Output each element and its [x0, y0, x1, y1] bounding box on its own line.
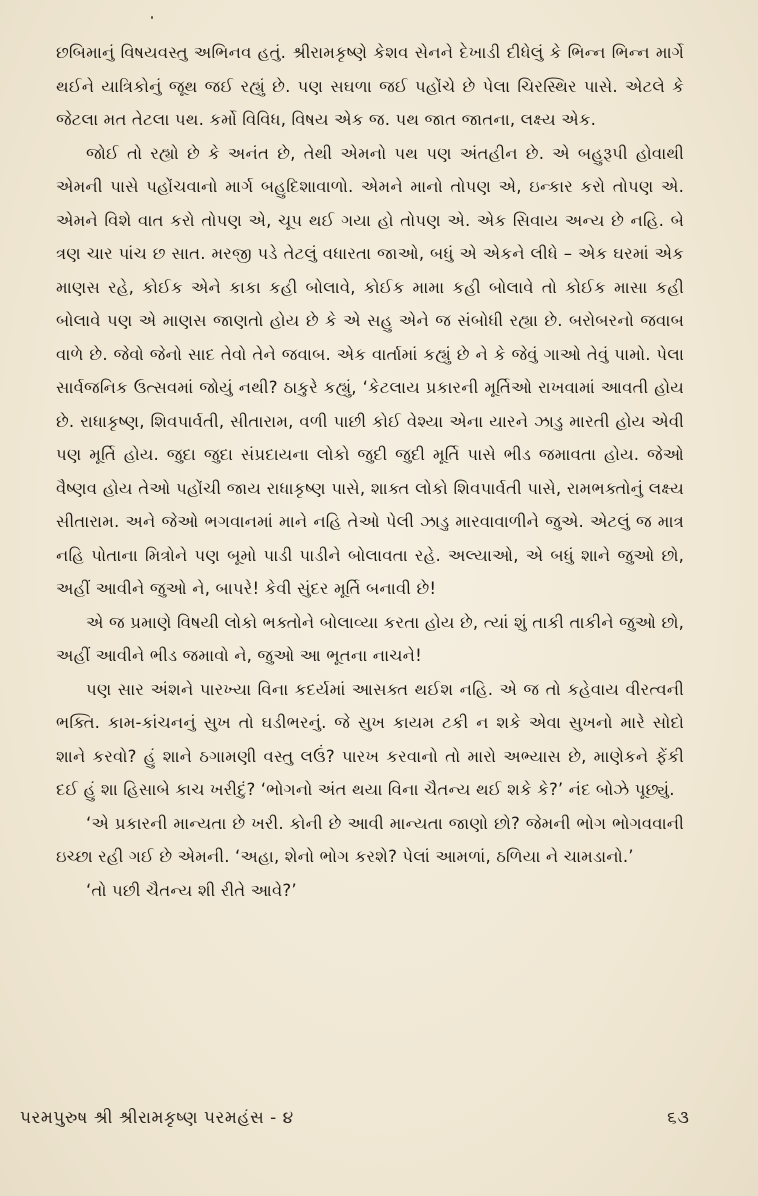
page-footer: [20, 1108, 710, 1128]
paragraph-4: પણ સાર અંશને પારખ્યા વિના કદર્યમાં આસક્ત થઈશ નહિ. એ જ તો કહેવાય વીરત્વની ભક્તિ. કામ-કાંચનનું સુખ તો ઘડીભરનું. જે સુખ કાયમ ટકી ન શકે એવા સુખનો મારે સોદો શાને કરવો? હું શાને ઠગામણી વસ્તુ લઉં? પારખ કરવાનો તો મારો અભ્યાસ છે, માણેકને ફેંકી દઈ હું શા હિસાબે કાચ ખરીદું? ‘ભોગનો અંત થયા વિના ચૈતન્ય થઈ શકે કે?’ નંદ બોઝે પૂછ્યું.: [56, 679, 684, 799]
paragraph-5: ‘એ પ્રકારની માન્યતા છે ખરી. કોની છે આવી માન્યતા જાણો છો? જેમની ભોગ ભોગવવાની ઇચ્છા રહી ગઈ છે એમની. ‘અહા, શેનો ભોગ કરશે? પેલાં આમળાં, ઠળિયા ને ચામડાનો.’: [56, 813, 684, 866]
paragraph-2: જોઈ તો રહ્યો છે કે અનંત છે, તેથી એમનો પથ પણ અંતહીન છે. એ બહુરૂપી હોવાથી એમની પાસે પહોંચવાનો માર્ગ બહુદિશાવાળો. એમને માનો તોપણ એ, ઇન્કાર કરો તોપણ એ. એમને વિશે વાત કરો તોપણ એ, ચૂપ થઈ ગયા હો તોપણ એ. એક સિવાય અન્ય છે નહિ. બે ત્રણ ચાર પાંચ છ સાત. મરજી પડે તેટલું વધારતા જાઓ, બધું એ એકને લીધે – એક ઘરમાં એક માણસ રહે, કોઈક એને કાકા કહી બોલાવે, કોઈક મામા કહી બોલાવે તો કોઈક માસા કહી બોલાવે પણ એ માણસ જાણતો હોય છે કે એ સહુ એને જ સંબોધી રહ્યા છે. બરોબરનો જવાબ વાળે છે. જેવો જેનો સાદ તેવો તેને જવાબ. એક વાર્તામાં કહ્યું છે ને કે જેવું ગાઓ તેવું પામો. પેલા સાર્વજનિક ઉત્સવમાં જોયું નથી? ઠાકુરે કહ્યું, ‘કેટલાય પ્રકારની મૂર્તિઓ રાખવામાં આવતી હોય છે. રાધાકૃષ્ણ, શિવપાર્વતી, સીતારામ, વળી પાછી કોઈ વેશ્યા એના યારને ઝાડુ મારતી હોય એવી પણ મૂર્તિ હોય. જુદા જુદા સંપ્રદાયના લોકો જુદી જુદી મૂર્તિ પાસે ભીડ જમાવતા હોય. જેઓ વૈષ્ણવ હોય તેઓ પહોંચી જાય રાધાકૃષ્ણ પાસે, શાક્ત લોકો શિવપાર્વતી પાસે, રામભક્તોનું લક્ષ્ય સીતારામ. અને જેઓ ભગવાનમાં માને નહિ તેઓ પેલી ઝાડુ મારવાવાળીને જુએ. એટલું જ માત્ર નહિ પોતાના મિત્રોને પણ બૂમો પાડી પાડીને બોલાવતા રહે. અલ્યાઓ, એ બધું શાને જુઓ છો, અહીં આવીને જુઓ ને, બાપરે! કેવી સુંદર મૂર્તિ બનાવી છે!: [56, 143, 684, 598]
print-speck: [151, 16, 153, 19]
page-number: ૬૩: [667, 1108, 690, 1128]
paragraph-1: છબિમાનું વિષયવસ્તુ અભિનવ હતું. શ્રીરામકૃષ્ણે કેશવ સેનને દેખાડી દીધેલું કે ભિન્ન ભિન્ન માર્ગે થઈને યાત્રિકોનું જૂથ જઈ રહ્યું છે. પણ સઘળા જઈ પહોંચે છે પેલા ચિરસ્થિર પાસે. એટલે કે જેટલા મત તેટલા પથ. કર્મો વિવિધ, વિષય એક જ. પથ જાત જાતના, લક્ષ્ય એક.: [56, 43, 684, 129]
paragraph-3: એ જ પ્રમાણે વિષયી લોકો ભક્તોને બોલાવ્યા કરતા હોય છે, ત્યાં શું તાકી તાકીને જુઓ છો, અહીં આવીને ભીડ જમાવો ને, જુઓ આ ભૂતના નાચને!: [56, 612, 684, 665]
running-title: પરમપુરુષ શ્રી શ્રીરામકૃષ્ણ પરમહંસ - ૪: [20, 1108, 294, 1128]
body-text: [56, 36, 684, 907]
paragraph-6: ‘તો પછી ચૈતન્ય શી રીતે આવે?’: [86, 880, 297, 900]
